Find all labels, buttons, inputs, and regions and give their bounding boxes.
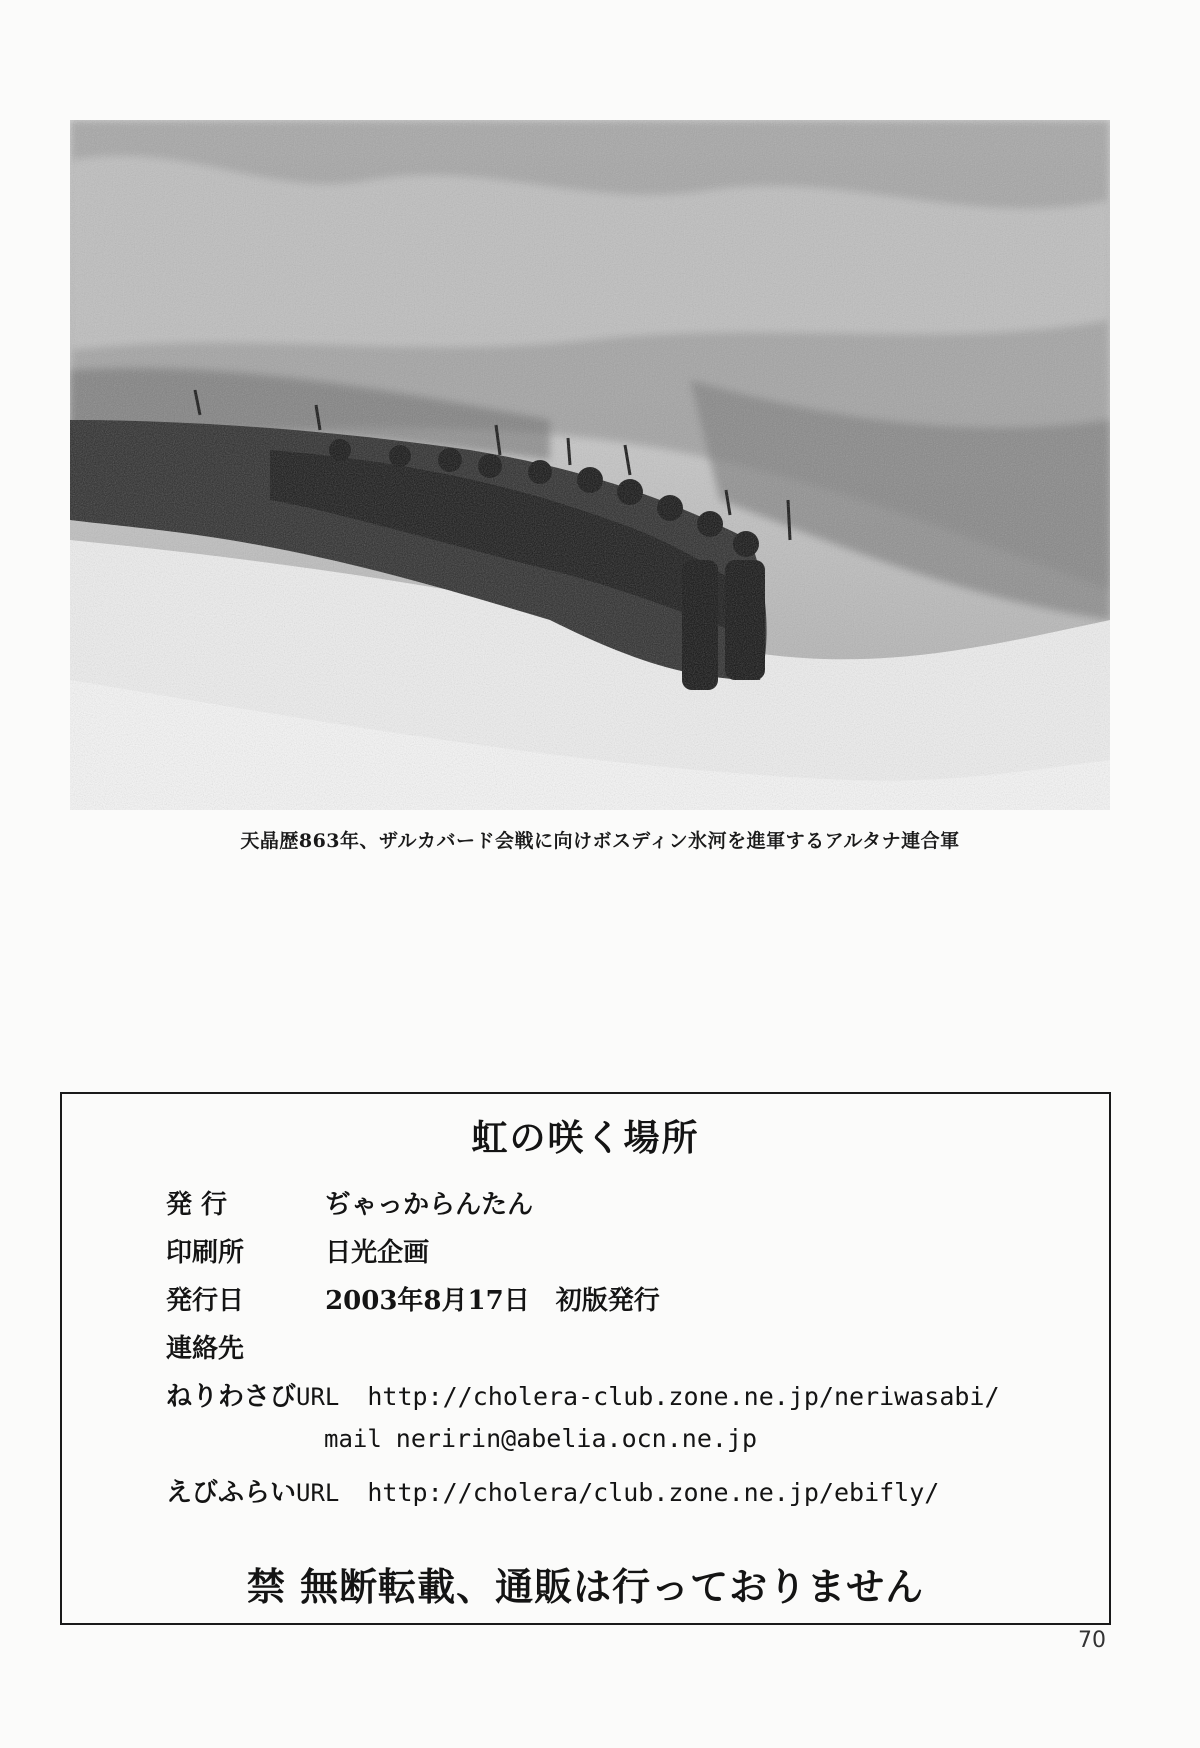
contact-name: えびふらい xyxy=(166,1478,297,1508)
photo-caption: 天晶歴863年、ザルカバード会戦に向けボスディン氷河を進軍するアルタナ連合軍 xyxy=(240,830,960,852)
contact-row xyxy=(166,1328,325,1365)
url-label: URL xyxy=(296,1383,340,1411)
photo xyxy=(70,120,1110,810)
url-label: URL xyxy=(296,1479,340,1507)
neriwasabi-url-link[interactable]: http://cholera-club.zone.ne.jp/neriwasabi/ xyxy=(367,1382,1000,1411)
book-title: 虹の咲く場所 xyxy=(471,1117,700,1159)
contact-name: ねりわさび xyxy=(166,1382,297,1412)
contact-neriwasabi-mail-row xyxy=(324,1424,757,1454)
publisher-value: ぢゃっからんたん xyxy=(325,1190,534,1220)
publisher-label: 発 行 xyxy=(166,1190,228,1220)
colophon-box xyxy=(60,1092,1111,1625)
snow-march-photo-icon xyxy=(70,120,1110,810)
reprint-notice: 禁 無断転載、通販は行っておりません xyxy=(246,1564,925,1609)
mail-label: mail xyxy=(324,1425,382,1453)
publisher-row xyxy=(166,1184,533,1221)
ebifly-url-link[interactable]: http://cholera/club.zone.ne.jp/ebifly/ xyxy=(367,1478,940,1507)
issue-date-row xyxy=(166,1280,660,1317)
contact-neriwasabi-row xyxy=(166,1376,1000,1413)
printer-row xyxy=(166,1232,429,1269)
printer-label: 印刷所 xyxy=(166,1238,245,1268)
printer-value: 日光企画 xyxy=(325,1238,430,1268)
contact-ebifly-row xyxy=(166,1472,939,1509)
neriwasabi-mail-link[interactable]: neririn@abelia.ocn.ne.jp xyxy=(395,1424,758,1453)
issue-date-label: 発行日 xyxy=(166,1286,245,1316)
contact-label: 連絡先 xyxy=(166,1334,245,1364)
page-number: 70 xyxy=(1078,1628,1106,1653)
issue-date-value: 2003年8月17日 初版発行 xyxy=(325,1286,660,1316)
